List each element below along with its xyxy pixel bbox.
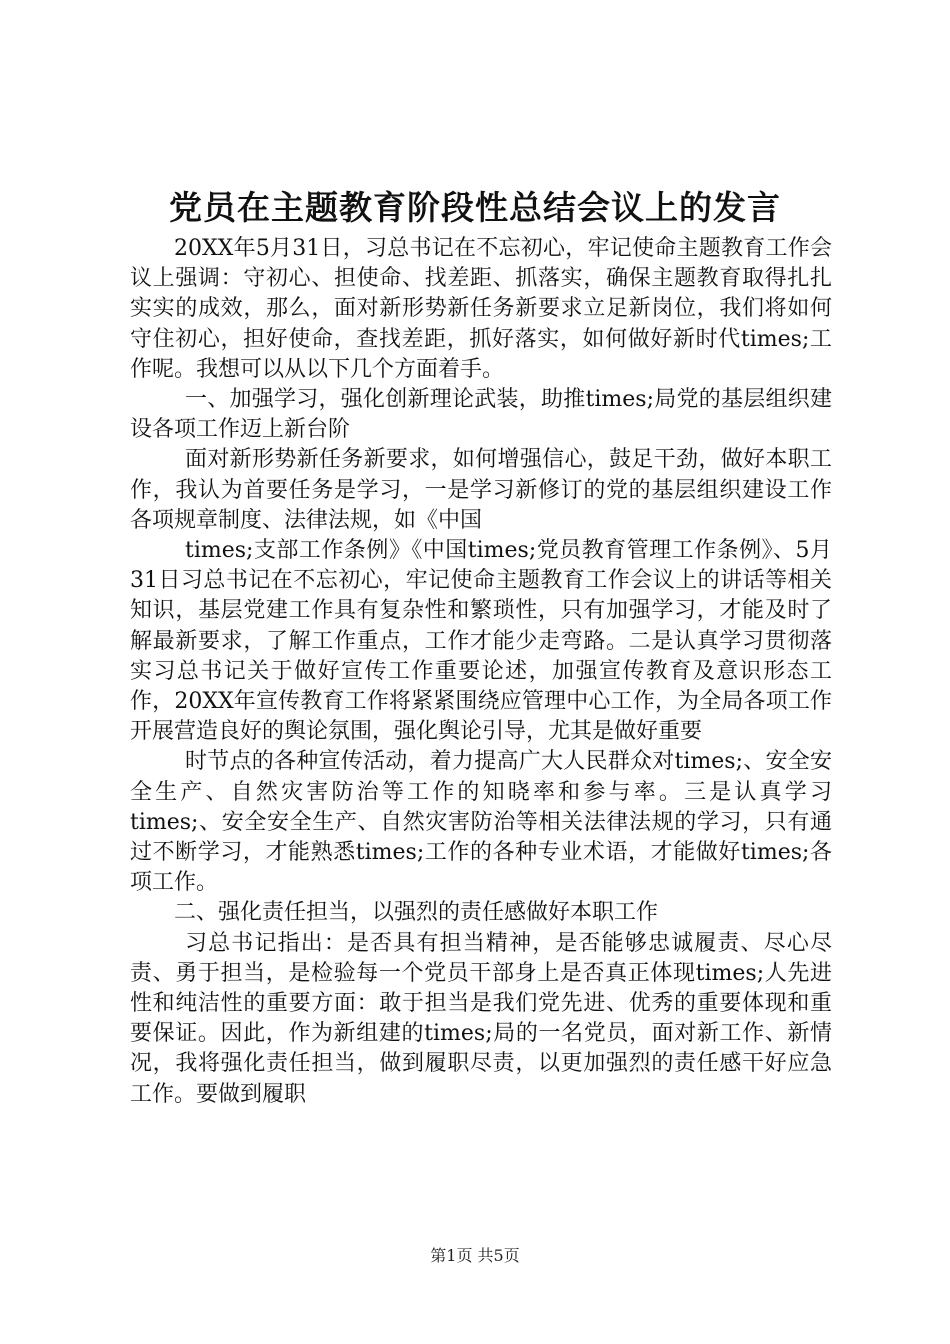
page-footer: 第1页 共5页 [430,1246,520,1265]
paragraph-intro: 20XX年5月31日，习总书记在不忘初心，牢记使命主题教育工作会议上强调：守初心、担使命、找差距、抓落实，确保主题教育取得扎扎实实的成效，那么，面对新形势新任务新要求立足新岗位，我们将如何守住初心，担好使命，查找差距，抓好落实，如何做好新时代times;工作呢。我想可以从以下几个方面着手。 [130,236,832,382]
paragraph-study-1: 面对新形势新任务新要求，如何增强信心，鼓足干劲，做好本职工作，我认为首要任务是学习，一是学习新修订的党的基层组织建设工作各项规章制度、法律法规，如《中国 [130,447,832,533]
paragraph-study-2: times;支部工作条例》《中国times;党员教育管理工作条例》、5月31日习总书记在不忘初心，牢记使命主题教育工作会议上的讲话等相关知识，基层党建工作具有复杂性和繁琐性，只有加强学习，才能及时了解最新要求，了解工作重点，工作才能少走弯路。二是认真学习贯彻落实习总书记关于做好宣传工作重要论述，加强宣传教育及意识形态工作，20XX年宣传教育工作将紧紧围绕应管理中心工作，为全局各项工作开展营造良好的舆论氛围，强化舆论引导，尤其是做好重要 [130,538,832,745]
paragraph-study-3: 时节点的各种宣传活动，着力提高广大人民群众对times;、安全安全生产、自然灾害防治等工作的知晓率和参与率。三是认真学习times;、安全安全生产、自然灾害防治等相关法律法规的学习，只有通过不断学习，才能熟悉times;工作的各种专业术语，才能做好times;各项工作。 [130,749,832,896]
section-heading-1: 一、加强学习，强化创新理论武装，助推times;局党的基层组织建设各项工作迈上新台阶 [130,387,832,443]
document-body [130,234,832,1110]
document-title: 党员在主题教育阶段性总结会议上的发言 [169,188,781,227]
section-heading-2: 二、强化责任担当，以强烈的责任感做好本职工作 [174,900,659,926]
paragraph-responsibility: 习总书记指出：是否具有担当精神，是否能够忠诚履责、尽心尽责、勇于担当，是检验每一个党员干部身上是否真正体现times;人先进性和纯洁性的重要方面：敢于担当是我们党先进、优秀的重要体现和重要保证。因此，作为新组建的times;局的一名党员，面对新工作、新情况，我将强化责任担当，做到履职尽责，以更加强烈的责任感干好应急工作。要做到履职 [130,930,832,1107]
